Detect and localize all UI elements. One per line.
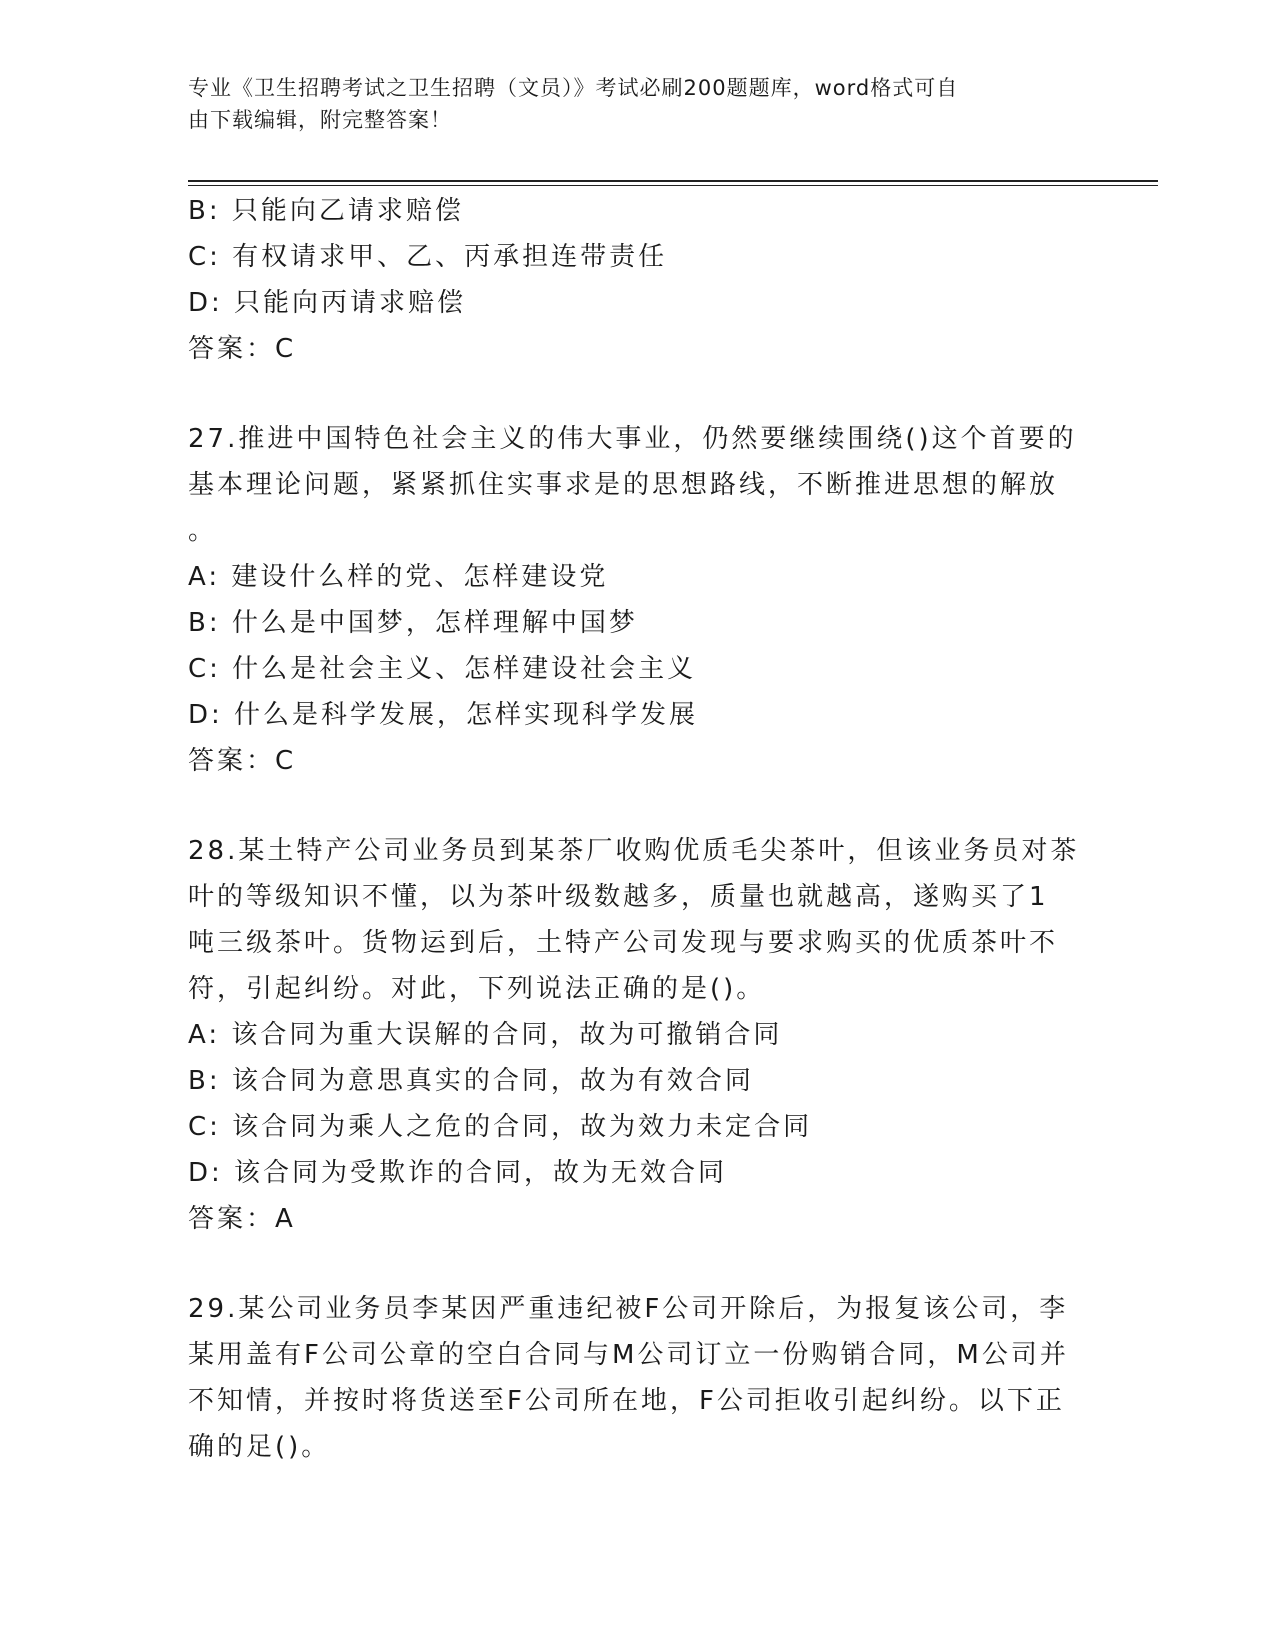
question-stem-line: 不知情，并按时将货送至F公司所在地，F公司拒收引起纠纷。以下正 (188, 1386, 1065, 1416)
header-divider (188, 180, 1158, 182)
question-28 (188, 828, 1088, 1242)
header-divider-thin (188, 185, 1158, 186)
question-26-continued (188, 188, 1088, 372)
document-header (188, 72, 1068, 136)
question-stem-line: 叶的等级知识不懂，以为茶叶级数越多，质量也就越高，遂购买了1 (188, 882, 1049, 912)
option-a: A: 建设什么样的党、怎样建设党 (188, 562, 609, 592)
answer: 答案：C (188, 334, 297, 364)
answer: 答案：C (188, 746, 297, 776)
question-stem-line: 28.某土特产公司业务员到某茶厂收购优质毛尖茶叶，但该业务员对茶 (188, 836, 1080, 866)
option-c: C: 该合同为乘人之危的合同，故为效力未定合同 (188, 1112, 813, 1142)
question-stem-line: 基本理论问题，紧紧抓住实事求是的思想路线，不断推进思想的解放 (188, 470, 1059, 500)
question-29 (188, 1286, 1088, 1470)
question-content (188, 188, 1088, 1470)
option-c: C: 有权请求甲、乙、丙承担连带责任 (188, 242, 668, 272)
header-line-2: 由下载编辑，附完整答案！ (188, 108, 452, 132)
option-c: C: 什么是社会主义、怎样建设社会主义 (188, 654, 697, 684)
option-b: B: 什么是中国梦，怎样理解中国梦 (188, 608, 638, 638)
option-d: D: 只能向丙请求赔偿 (188, 288, 467, 318)
spacer (188, 784, 1088, 828)
option-a: A: 该合同为重大误解的合同，故为可撤销合同 (188, 1020, 783, 1050)
question-stem-line: 符，引起纠纷。对此，下列说法正确的是()。 (188, 974, 766, 1004)
question-stem-line: 29.某公司业务员李某因严重违纪被F公司开除后，为报复该公司，李 (188, 1294, 1069, 1324)
spacer (188, 1242, 1088, 1286)
header-line-1: 专业《卫生招聘考试之卫生招聘（文员）》考试必刷200题题库，word格式可自 (188, 76, 959, 100)
question-stem-line: 确的足()。 (188, 1432, 331, 1462)
question-stem-line: 某用盖有F公司公章的空白合同与M公司订立一份购销合同，M公司并 (188, 1340, 1069, 1370)
question-stem-line: 27.推进中国特色社会主义的伟大事业，仍然要继续围绕()这个首要的 (188, 424, 1077, 454)
option-d: D: 该合同为受欺诈的合同，故为无效合同 (188, 1158, 728, 1188)
option-d: D: 什么是科学发展，怎样实现科学发展 (188, 700, 699, 730)
answer: 答案：A (188, 1204, 296, 1234)
question-stem-line: 吨三级茶叶。货物运到后，土特产公司发现与要求购买的优质茶叶不 (188, 928, 1059, 958)
question-stem-line: 。 (188, 516, 218, 546)
option-b: B: 只能向乙请求赔偿 (188, 196, 464, 226)
option-b: B: 该合同为意思真实的合同，故为有效合同 (188, 1066, 754, 1096)
spacer (188, 372, 1088, 416)
question-27 (188, 416, 1088, 784)
